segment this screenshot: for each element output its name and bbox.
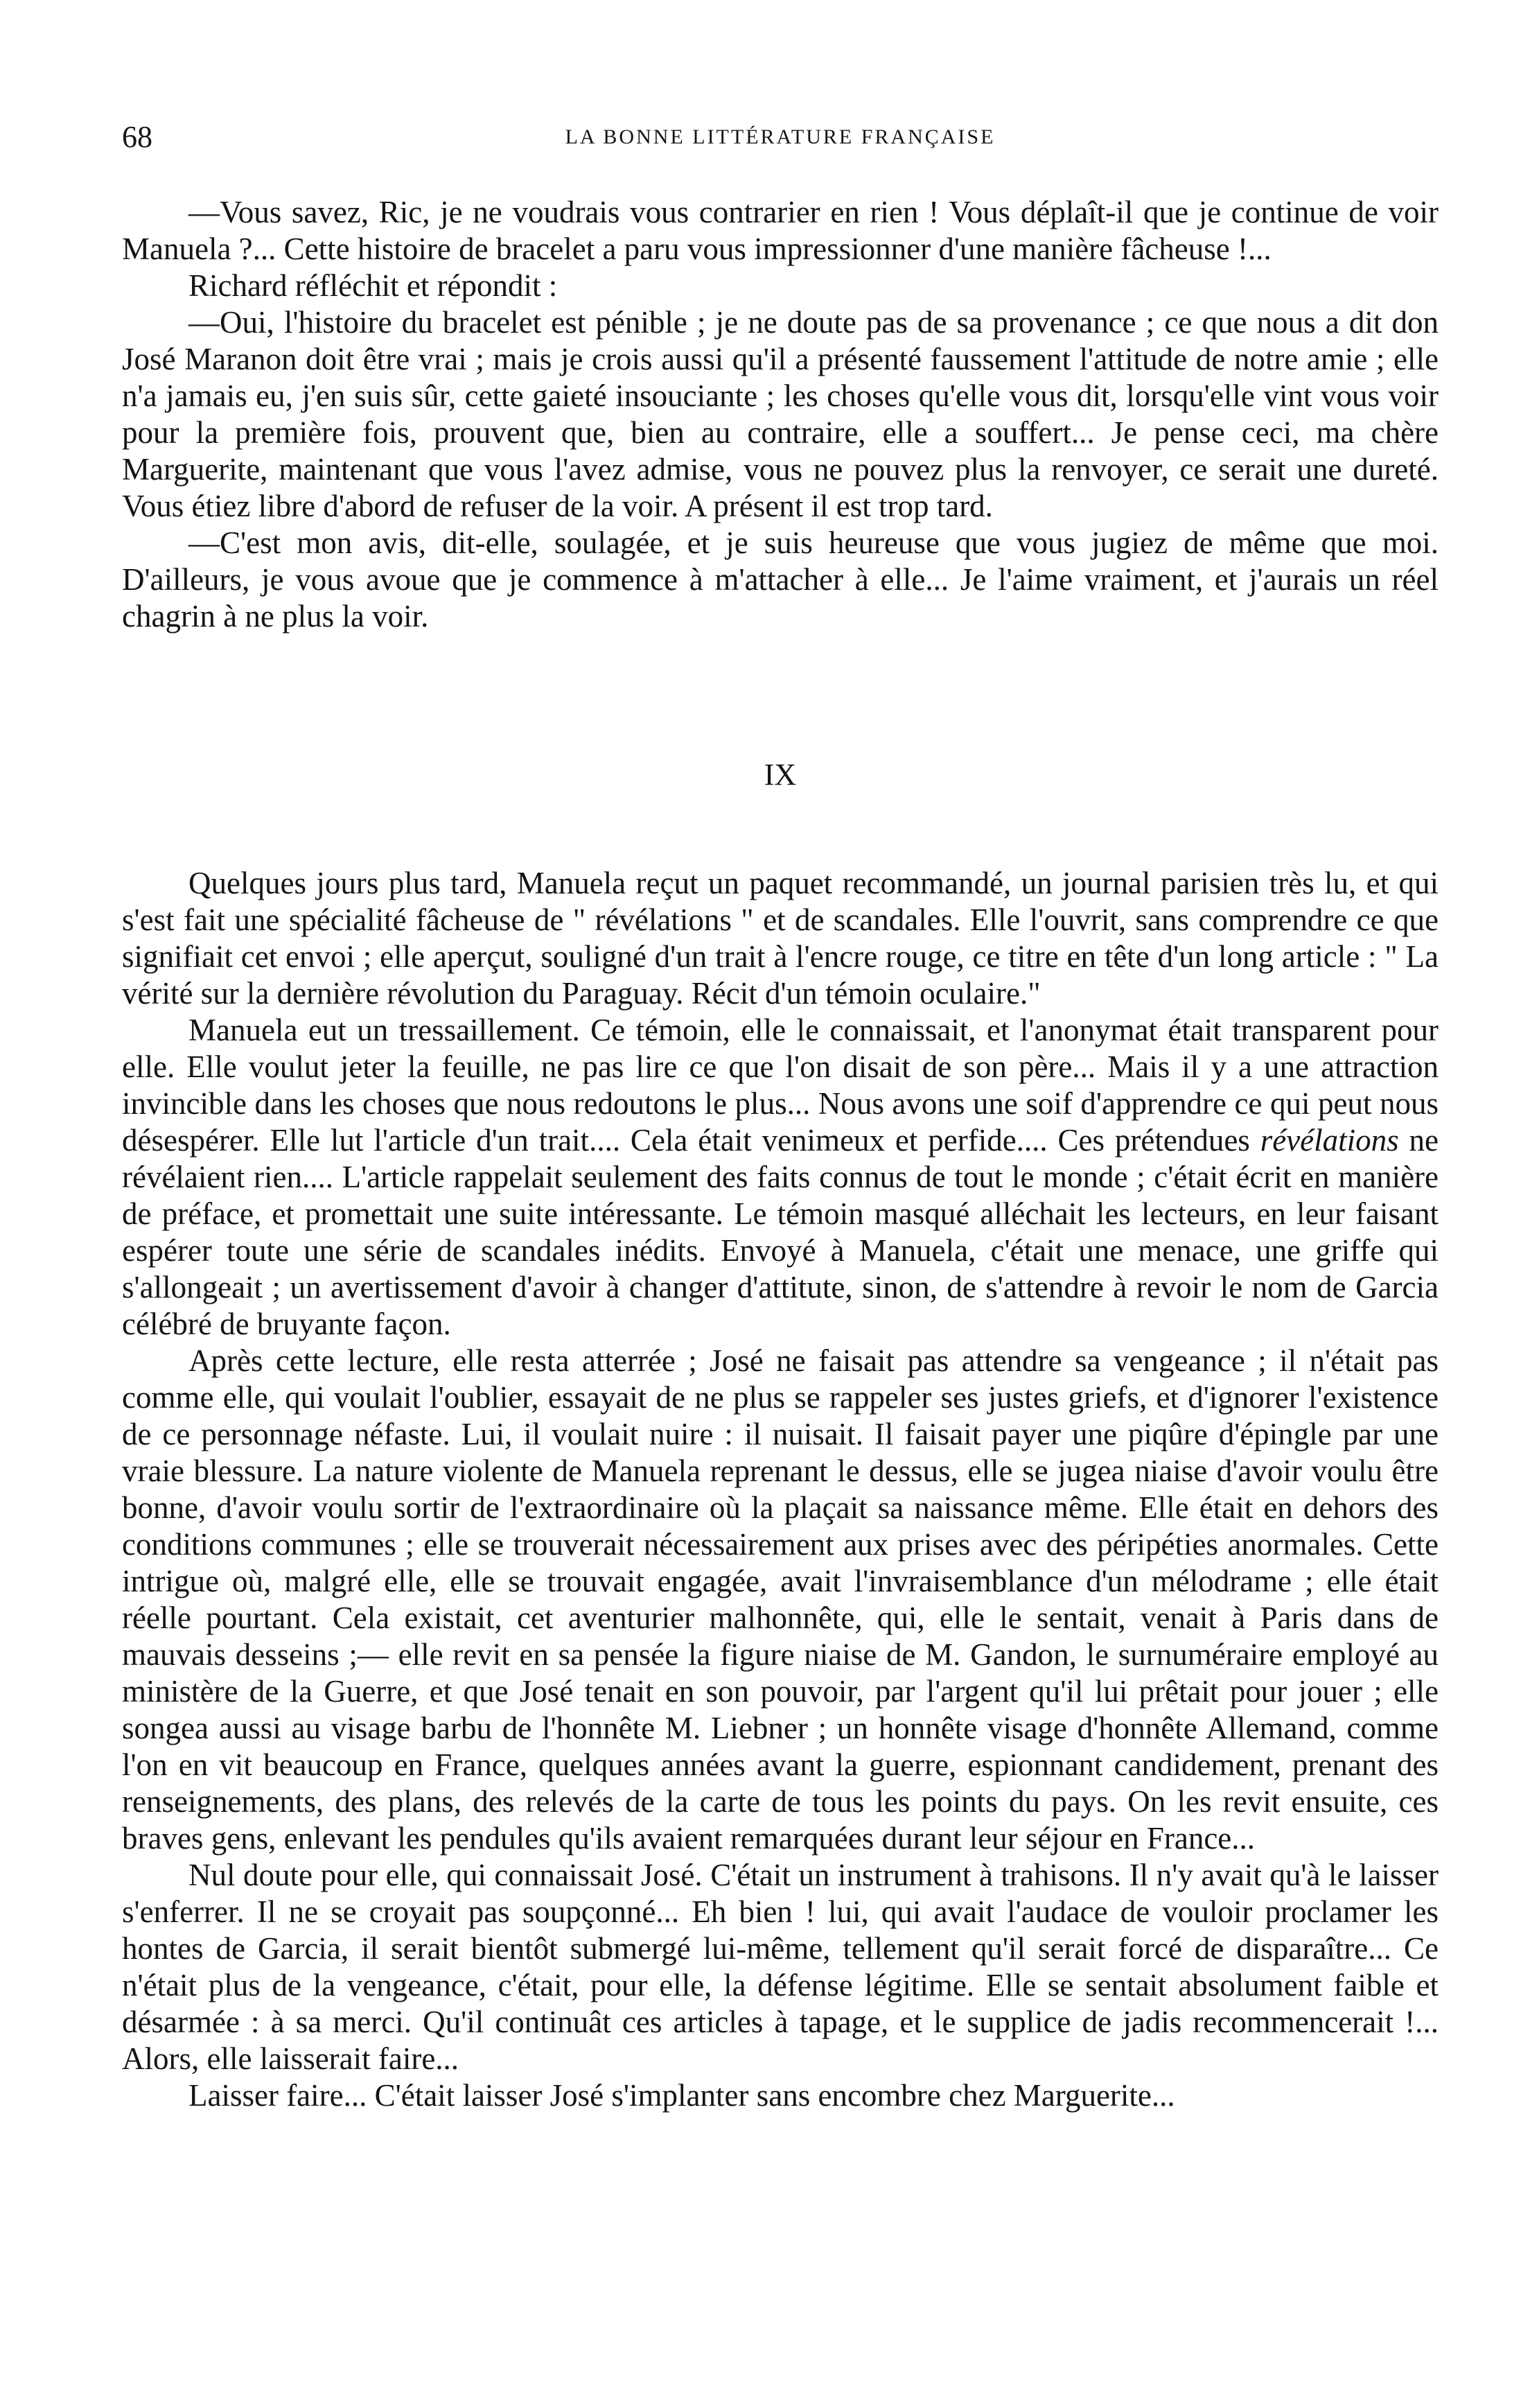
text-run: ne révélaient rien.... L'article rappelait seulement des faits connus de tout le monde ; c'était écrit en manière de préface, et promettait une suite intéressante. Le témoin masqué alléchait les lecteurs, en leur faisant espérer toute une série de scandales inédits. Envoyé à Manuela, c'était une menace, une griffe qui s'allongeait ; un avertissement d'avoir à changer d'attitute, sinon, de s'attendre à revoir le nom de Garcia célébré de bruyante façon.: [122, 1123, 1439, 1341]
page-number: 68: [122, 120, 152, 154]
paragraph: [122, 1012, 1439, 1343]
paragraph: Nul doute pour elle, qui connaissait José. C'était un instrument à trahisons. Il n'y avait qu'à le laisser s'enferrer. Il ne se croyait pas soupçonné... Eh bien ! lui, qui avait l'audace de vouloir proclamer les hontes de Garcia, il serait bientôt submergé lui-même, tellement qu'il serait forcé de disparaître... Ce n'était plus de la vengeance, c'était, pour elle, la défense légitime. Elle se sentait absolument faible et désarmée : à sa merci. Qu'il continuât ces articles à tapage, et le supplice de jadis recommencerait !... Alors, elle laisserait faire...: [122, 1858, 1439, 2076]
running-title: LA BONNE LITTÉRATURE FRANÇAISE: [565, 125, 996, 148]
section-two: [122, 865, 1439, 2114]
paragraph: Richard réfléchit et répondit :: [188, 268, 558, 303]
chapter-numeral: IX: [764, 758, 797, 792]
text-run: Manuela eut un tressaillement. Ce témoin, elle le connaissait, et l'anonymat était transparent pour elle. Elle voulut jeter la feuille, ne pas lire ce que l'on disait de son père... Mais il y a une attraction invincible dans les choses que nous redoutons le plus... Nous avons une soif d'apprendre ce qui peut nous désespérer. Elle lut l'article d'un trait.... Cela était venimeux et perfide.... Ces prétendues: [122, 1013, 1439, 1158]
section-one: [122, 194, 1439, 635]
italic-word: révélations: [1260, 1123, 1399, 1158]
paragraph: —C'est mon avis, dit-elle, soulagée, et je suis heureuse que vous jugiez de même que moi. D'ailleurs, je vous avoue que je commence à m'attacher à elle... Je l'aime vraiment, et j'aurais un réel chagrin à ne plus la voir.: [122, 525, 1439, 634]
page-header: [122, 116, 1439, 158]
paragraph: Après cette lecture, elle resta atterrée ; José ne faisait pas attendre sa vengeance ; il n'était pas comme elle, qui voulait l'oublier, essayait de ne plus se rappeler ses justes griefs, et d'ignorer l'existence de ce personnage néfaste. Lui, il voulait nuire : il nuisait. Il faisait payer une piqûre d'épingle par une vraie blessure. La nature violente de Manuela reprenant le dessus, elle se jugea niaise d'avoir voulu être bonne, d'avoir voulu sortir de l'extraordinaire où la plaçait sa naissance même. Elle était en dehors des conditions communes ; elle se trouverait nécessairement aux prises avec des péripéties anormales. Cette intrigue où, malgré elle, elle se trouvait engagée, avait l'invraisemblance d'un mélodrame ; elle était réelle pourtant. Cela existait, cet aventurier malhonnête, qui, elle le sentait, venait à Paris dans de mauvais desseins ;— elle revit en sa pensée la figure niaise de M. Gandon, le surnuméraire employé au ministère de la Guerre, et que José tenait en son pouvoir, par l'argent qu'il lui prêtait pour jouer ; elle songea aussi au visage barbu de l'honnête M. Liebner ; un honnête visage d'honnête Allemand, comme l'on en vit beaucoup en France, quelques années avant la guerre, espionnant candidement, prenant des renseignements, des plans, des relevés de la carte de tous les points du pays. On les revit ensuite, ces braves gens, enlevant les pendules qu'ils avaient remarquées durant leur séjour en France...: [122, 1343, 1439, 1856]
paragraph: Quelques jours plus tard, Manuela reçut un paquet recommandé, un journal parisien très lu, et qui s'est fait une spécialité fâcheuse de " révélations " et de scandales. Elle l'ouvrit, sans comprendre ce que signifiait cet envoi ; elle aperçut, souligné d'un trait à l'encre rouge, ce titre en tête d'un long article : " La vérité sur la dernière révolution du Paraguay. Récit d'un témoin oculaire.": [122, 866, 1439, 1011]
paragraph: —Vous savez, Ric, je ne voudrais vous contrarier en rien ! Vous déplaît-il que je continue de voir Manuela ?... Cette histoire de bracelet a paru vous impressionner d'une manière fâcheuse !...: [122, 195, 1439, 266]
paragraph: —Oui, l'histoire du bracelet est pénible ; je ne doute pas de sa provenance ; ce que nous a dit don José Maranon doit être vrai ; mais je crois aussi qu'il a présenté faussement l'attitude de notre amie ; elle n'a jamais eu, j'en suis sûr, cette gaieté insouciante ; les choses qu'elle vous dit, lorsqu'elle vint vous voir pour la première fois, prouvent que, bien au contraire, elle a souffert... Je pense ceci, ma chère Marguerite, maintenant que vous l'avez admise, vous ne pouvez plus la renvoyer, ce serait une dureté. Vous étiez libre d'abord de refuser de la voir. A présent il est trop tard.: [122, 305, 1439, 523]
paragraph: Laisser faire... C'était laisser José s'implanter sans encombre chez Marguerite...: [188, 2078, 1175, 2113]
